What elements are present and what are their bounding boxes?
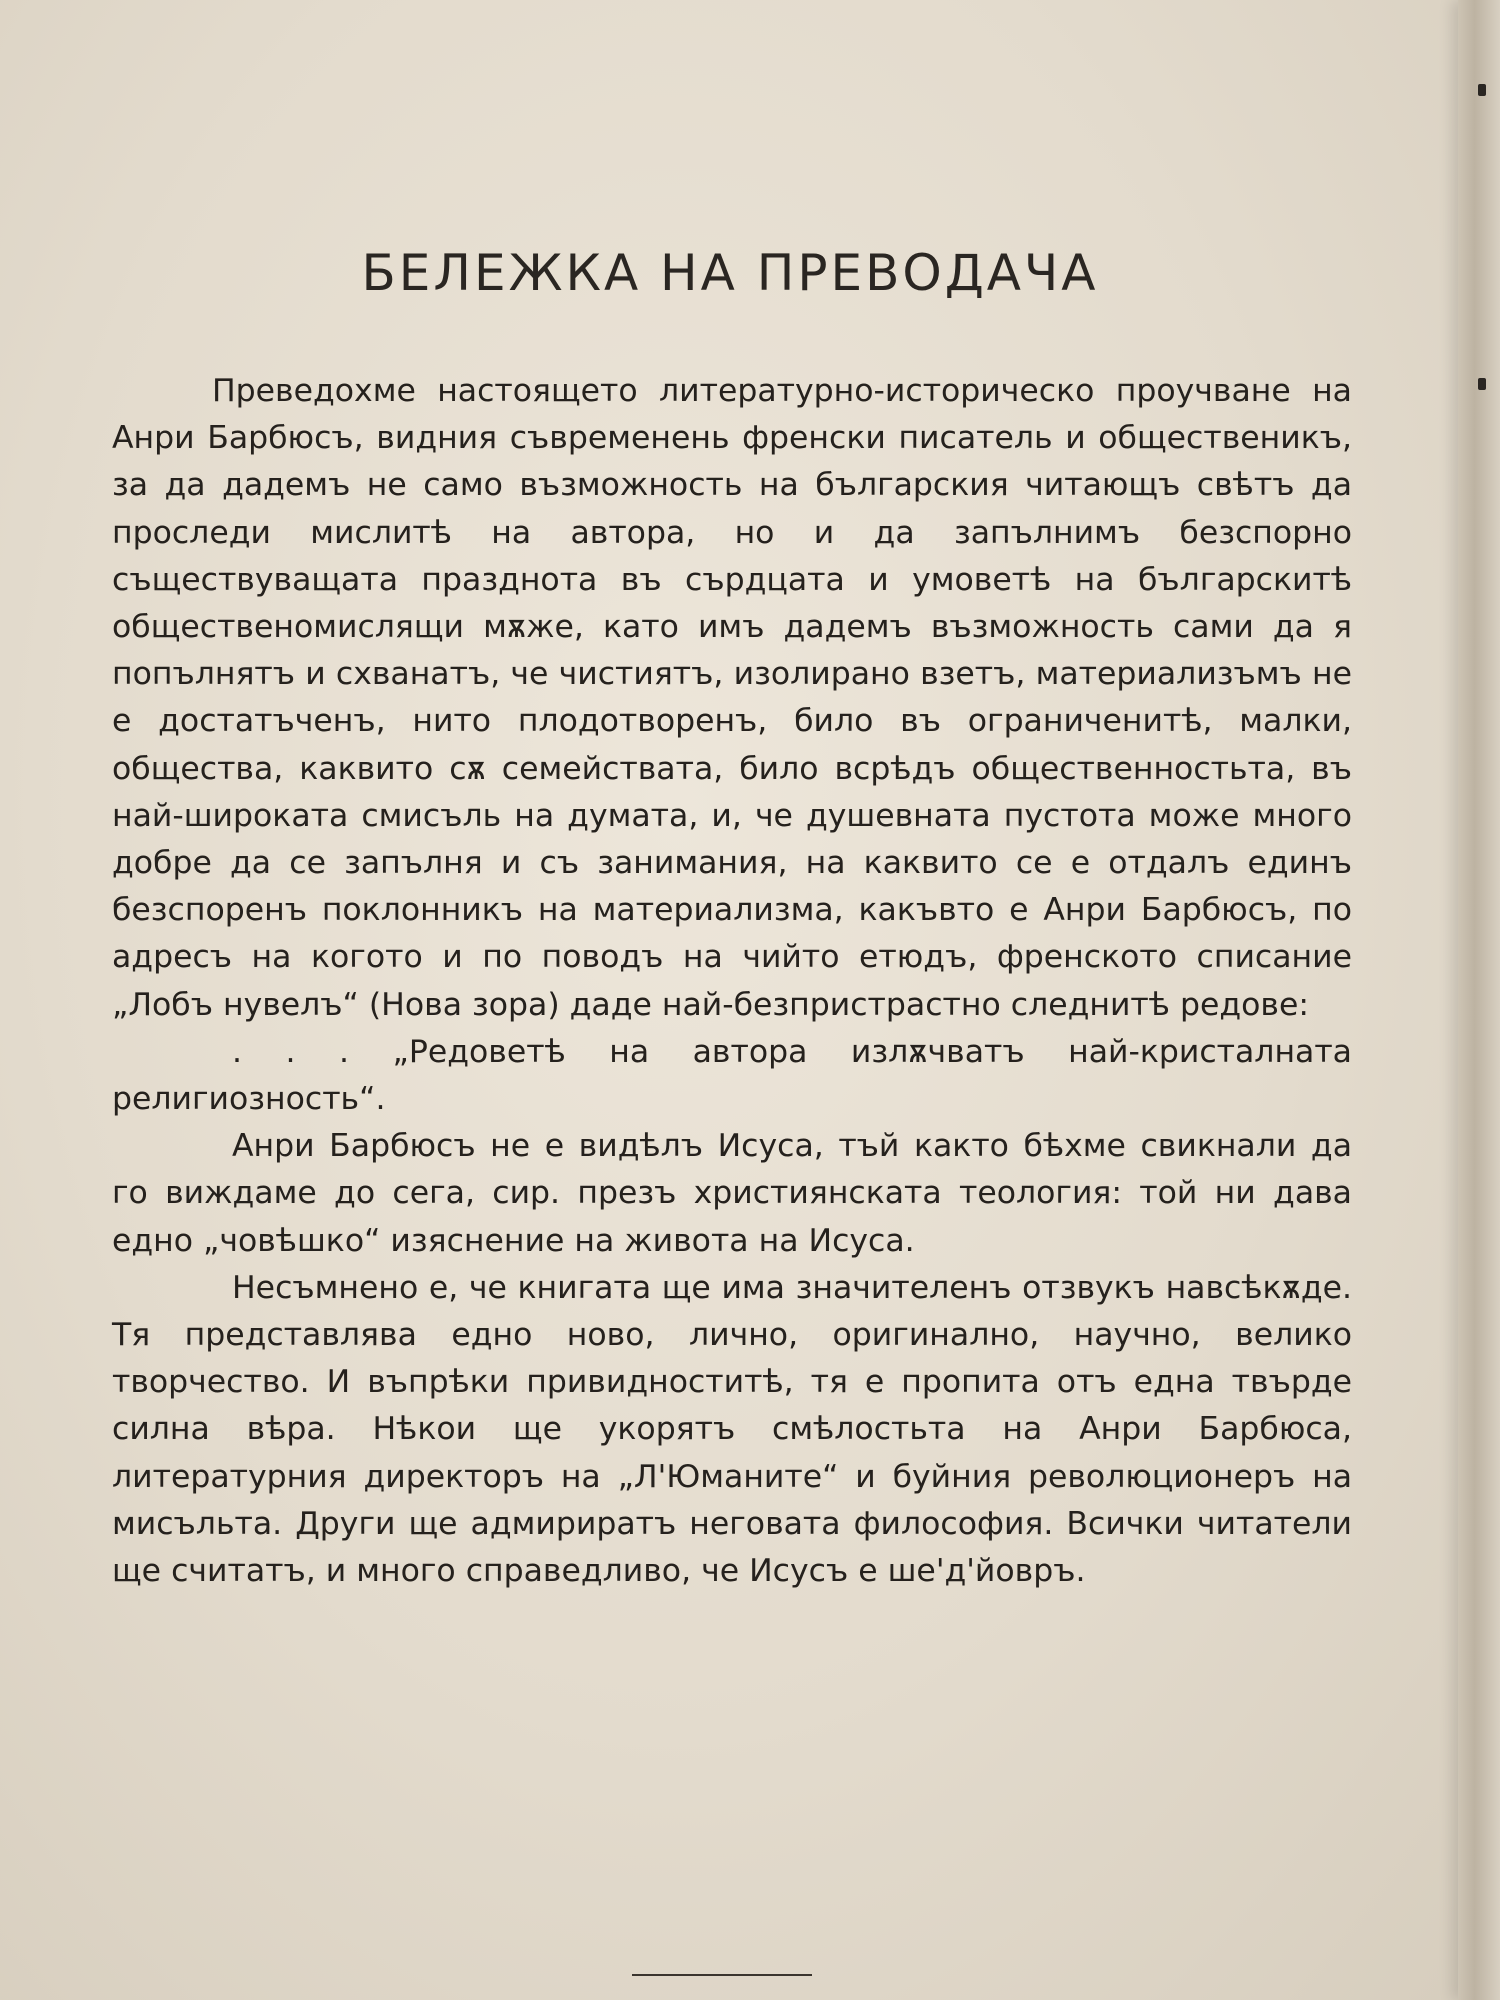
paragraph-barbusse: Анри Барбюсъ не е видѣлъ Исуса, тъй както бѣхме свикнали да го виждаме до сега, сир. презъ християнската теология: той ни дава едно „човѣшко“ изяснение на живота на Исуса. [112, 1128, 1352, 1259]
body-text [112, 368, 1352, 1595]
edge-mark [1478, 84, 1486, 96]
book-spine [1458, 0, 1500, 2000]
bottom-divider [632, 1974, 812, 1976]
page-title: БЕЛЕЖКА НА ПРЕВОДАЧА [361, 244, 1099, 302]
paragraph-quote: . . . „Редоветѣ на автора излѫчватъ най-кристалната религиозность“. [112, 1033, 1352, 1118]
paragraph-intro: Преведохме настоящето литературно-историческо проучване на Анри Барбюсъ, видния съвременень френски писатель и общественикъ, за да дадемъ не само възможность на българския читающъ свѣтъ да проследи мислитѣ на автора, но и да запълнимъ безспорно съществуващата празднота въ сърдцата и умоветѣ на българскитѣ общественомислящи мѫже, като имъ дадемъ възможность сами да я попълнятъ и схванатъ, че чистиятъ, изолирано взетъ, материализъмъ не е достатъченъ, нито плодотворенъ, било въ ограниченитѣ, малки, общества, каквито сѫ семействата, било всрѣдъ общественностьта, въ най-широката смисъль на думата, и, че душевната пустота може много добре да се запълня и съ занимания, на каквито се е отдалъ единъ безспоренъ поклонникъ на материализма, какъвто е Анри Барбюсъ, по адресъ на когото и по поводъ на чийто етюдъ, френското списание „Лобъ нувелъ“ (Нова зора) даде най-безпристрастно следнитѣ редове: [112, 373, 1352, 1023]
edge-mark [1478, 378, 1486, 390]
paragraph-conclusion: Несъмнено е, че книгата ще има значителенъ отзвукъ навсѣкѫде. Тя представлява едно ново, лично, оригинално, научно, велико творчество. И въпрѣки привидноститѣ, тя е пропита отъ една твърде силна вѣра. Нѣкои ще укорятъ смѣлостьта на Анри Барбюса, литературния директоръ на „Л'Юманите“ и буйния революционеръ на мисъльта. Други ще адмириратъ неговата философия. Всички читатели ще считатъ, и много справедливо, че Исусъ е ше'д'йовръ. [112, 1269, 1352, 1590]
